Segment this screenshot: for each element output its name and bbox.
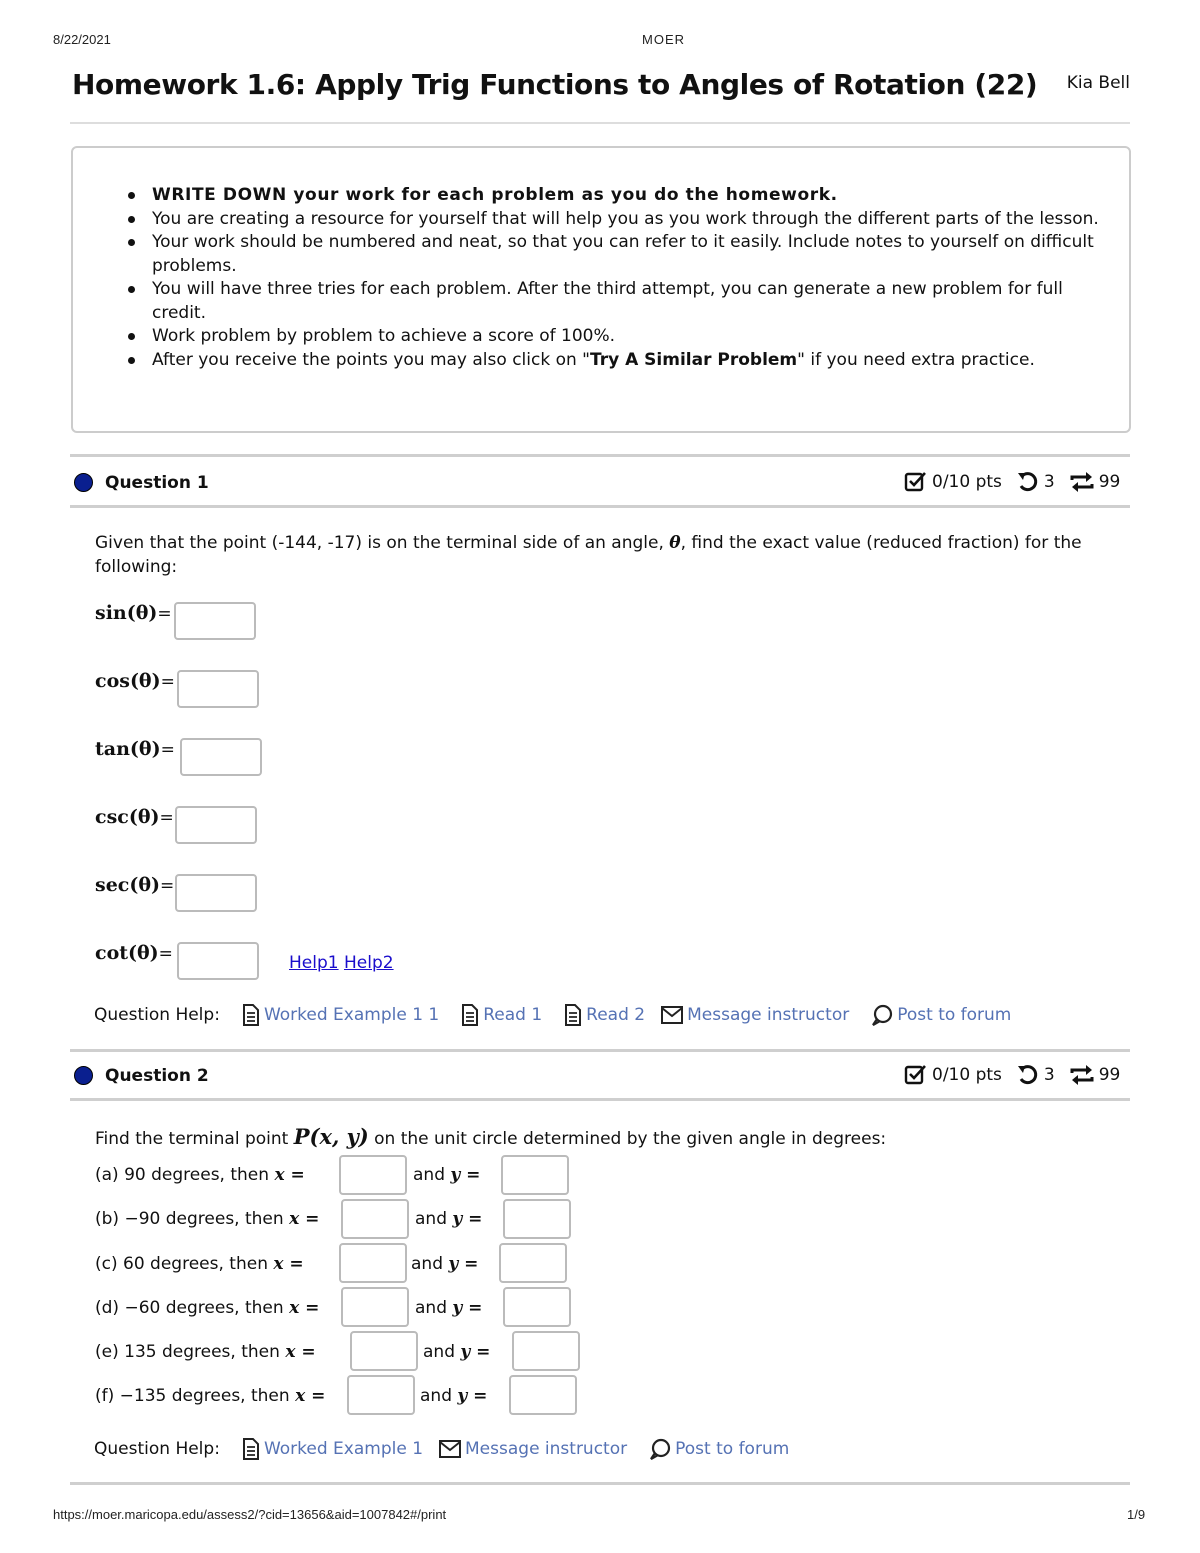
print-date: 8/22/2021 bbox=[53, 32, 111, 47]
page-title: Homework 1.6: Apply Trig Functions to Angles of Rotation (22) bbox=[72, 68, 1038, 101]
q1-row-cos: cos(θ)= bbox=[95, 670, 175, 692]
sec-answer-input[interactable] bbox=[175, 874, 257, 912]
checkbox-icon bbox=[904, 1063, 928, 1087]
user-name: Kia Bell bbox=[1066, 73, 1130, 93]
help1-link[interactable]: Help1 bbox=[289, 953, 339, 973]
c-y-input[interactable] bbox=[499, 1243, 567, 1283]
f-x-input[interactable] bbox=[347, 1375, 415, 1415]
regenerate-icon bbox=[1069, 1063, 1095, 1087]
inline-help-links bbox=[289, 953, 394, 973]
q1-row-csc: csc(θ)= bbox=[95, 806, 174, 828]
regenerate-icon bbox=[1069, 470, 1095, 494]
question-help-label: Question Help: bbox=[94, 1439, 220, 1459]
post-to-forum-link[interactable]: Post to forum bbox=[649, 1438, 789, 1460]
instruction-item: Your work should be numbered and neat, so that you can refer to it easily. Include notes to yourself on difficult problems. bbox=[152, 231, 1112, 278]
a-y-input[interactable] bbox=[501, 1155, 569, 1195]
q2-and-label: and y = bbox=[420, 1386, 488, 1406]
read-2-link[interactable]: Read 2 bbox=[564, 1004, 645, 1026]
q2-header-divider bbox=[70, 1098, 1130, 1101]
b-y-input[interactable] bbox=[503, 1199, 571, 1239]
try-similar-problem-label: Try A Similar Problem bbox=[589, 349, 798, 370]
regens-value: 99 bbox=[1098, 1065, 1121, 1085]
d-x-input[interactable] bbox=[341, 1287, 409, 1327]
e-y-input[interactable] bbox=[512, 1331, 580, 1371]
point-notation: P(x, y) bbox=[293, 1124, 369, 1149]
q1-row-tan: tan(θ)= bbox=[95, 738, 175, 760]
cos-answer-input[interactable] bbox=[177, 670, 259, 708]
q2-row-e: (e) 135 degrees, then x = bbox=[95, 1342, 316, 1362]
read-1-link[interactable]: Read 1 bbox=[461, 1004, 542, 1026]
instructions-box bbox=[71, 146, 1131, 433]
checkbox-icon bbox=[904, 470, 928, 494]
instruction-item: You are creating a resource for yourself that will help you as you work through the different parts of the lesson. bbox=[152, 208, 1112, 232]
question-1-meta bbox=[904, 470, 1120, 494]
q2-bottom-divider bbox=[70, 1482, 1130, 1485]
retry-icon bbox=[1016, 470, 1040, 494]
question-2-help-row bbox=[94, 1438, 789, 1460]
d-y-input[interactable] bbox=[503, 1287, 571, 1327]
question-1-prompt: Given that the point (-144, -17) is on the terminal side of an angle, θ, find the exact value (reduced fraction) for the following: bbox=[95, 533, 1082, 577]
instruction-item: You will have three tries for each problem. After the third attempt, you can generate a new problem for full credit. bbox=[152, 278, 1112, 325]
post-to-forum-link[interactable]: Post to forum bbox=[871, 1004, 1011, 1026]
document-icon bbox=[461, 1004, 479, 1026]
help2-link[interactable]: Help2 bbox=[343, 953, 394, 973]
q2-top-divider bbox=[70, 1049, 1130, 1052]
c-x-input[interactable] bbox=[339, 1243, 407, 1283]
question-status-dot bbox=[74, 473, 93, 492]
q2-and-label: and y = bbox=[413, 1165, 481, 1185]
question-2-meta bbox=[904, 1063, 1120, 1087]
instruction-item: After you receive the points you may also click on "Try A Similar Problem" if you need extra practice. bbox=[152, 349, 1112, 373]
points-value: 0/10 pts bbox=[932, 1065, 1002, 1085]
print-page-number: 1/9 bbox=[1127, 1507, 1146, 1522]
f-y-input[interactable] bbox=[509, 1375, 577, 1415]
message-instructor-link[interactable]: Message instructor bbox=[439, 1439, 627, 1459]
sin-answer-input[interactable] bbox=[174, 602, 256, 640]
document-icon bbox=[242, 1004, 260, 1026]
instructions-list bbox=[94, 184, 1112, 372]
csc-answer-input[interactable] bbox=[175, 806, 257, 844]
question-help-label: Question Help: bbox=[94, 1005, 220, 1025]
cot-answer-input[interactable] bbox=[177, 942, 259, 980]
envelope-icon bbox=[661, 1006, 683, 1024]
question-2-prompt: Find the terminal point P(x, y) on the unit circle determined by the given angle in degrees: bbox=[95, 1124, 887, 1149]
q1-row-sin: sin(θ)= bbox=[95, 602, 172, 624]
a-x-input[interactable] bbox=[339, 1155, 407, 1195]
worked-example-link[interactable]: Worked Example 1 1 bbox=[242, 1004, 439, 1026]
tan-answer-input[interactable] bbox=[180, 738, 262, 776]
q2-and-label: and y = bbox=[415, 1298, 483, 1318]
question-2-title: Question 2 bbox=[105, 1066, 209, 1086]
speech-bubble-icon bbox=[871, 1004, 893, 1026]
b-x-input[interactable] bbox=[341, 1199, 409, 1239]
document-icon bbox=[242, 1438, 260, 1460]
q1-row-cot: cot(θ)= bbox=[95, 942, 173, 964]
q2-row-b: (b) −90 degrees, then x = bbox=[95, 1209, 320, 1229]
q2-row-c: (c) 60 degrees, then x = bbox=[95, 1254, 304, 1274]
worked-example-link[interactable]: Worked Example 1 bbox=[242, 1438, 423, 1460]
q1-top-divider bbox=[70, 454, 1130, 457]
document-icon bbox=[564, 1004, 582, 1026]
speech-bubble-icon bbox=[649, 1438, 671, 1460]
envelope-icon bbox=[439, 1440, 461, 1458]
e-x-input[interactable] bbox=[350, 1331, 418, 1371]
q2-and-label: and y = bbox=[423, 1342, 491, 1362]
theta-symbol: θ bbox=[669, 533, 681, 553]
points-value: 0/10 pts bbox=[932, 472, 1002, 492]
q2-and-label: and y = bbox=[411, 1254, 479, 1274]
q1-row-sec: sec(θ)= bbox=[95, 874, 175, 896]
question-1-title: Question 1 bbox=[105, 473, 209, 493]
instruction-item: Work problem by problem to achieve a score of 100%. bbox=[152, 325, 1112, 349]
q2-row-a: (a) 90 degrees, then x = bbox=[95, 1165, 305, 1185]
question-1-help-row bbox=[94, 1004, 1011, 1026]
q2-row-f: (f) −135 degrees, then x = bbox=[95, 1386, 326, 1406]
print-site-name: MOER bbox=[642, 32, 685, 47]
question-status-dot bbox=[74, 1066, 93, 1085]
message-instructor-link[interactable]: Message instructor bbox=[661, 1005, 849, 1025]
print-url: https://moer.maricopa.edu/assess2/?cid=13656&aid=1007842#/print bbox=[53, 1507, 447, 1522]
retry-icon bbox=[1016, 1063, 1040, 1087]
q2-and-label: and y = bbox=[415, 1209, 483, 1229]
title-divider bbox=[70, 122, 1130, 124]
instruction-item: WRITE DOWN your work for each problem as you do the homework. bbox=[152, 184, 1112, 208]
regens-value: 99 bbox=[1098, 472, 1121, 492]
tries-value: 3 bbox=[1043, 1065, 1055, 1085]
q1-header-divider bbox=[70, 505, 1130, 508]
tries-value: 3 bbox=[1043, 472, 1055, 492]
q2-row-d: (d) −60 degrees, then x = bbox=[95, 1298, 320, 1318]
